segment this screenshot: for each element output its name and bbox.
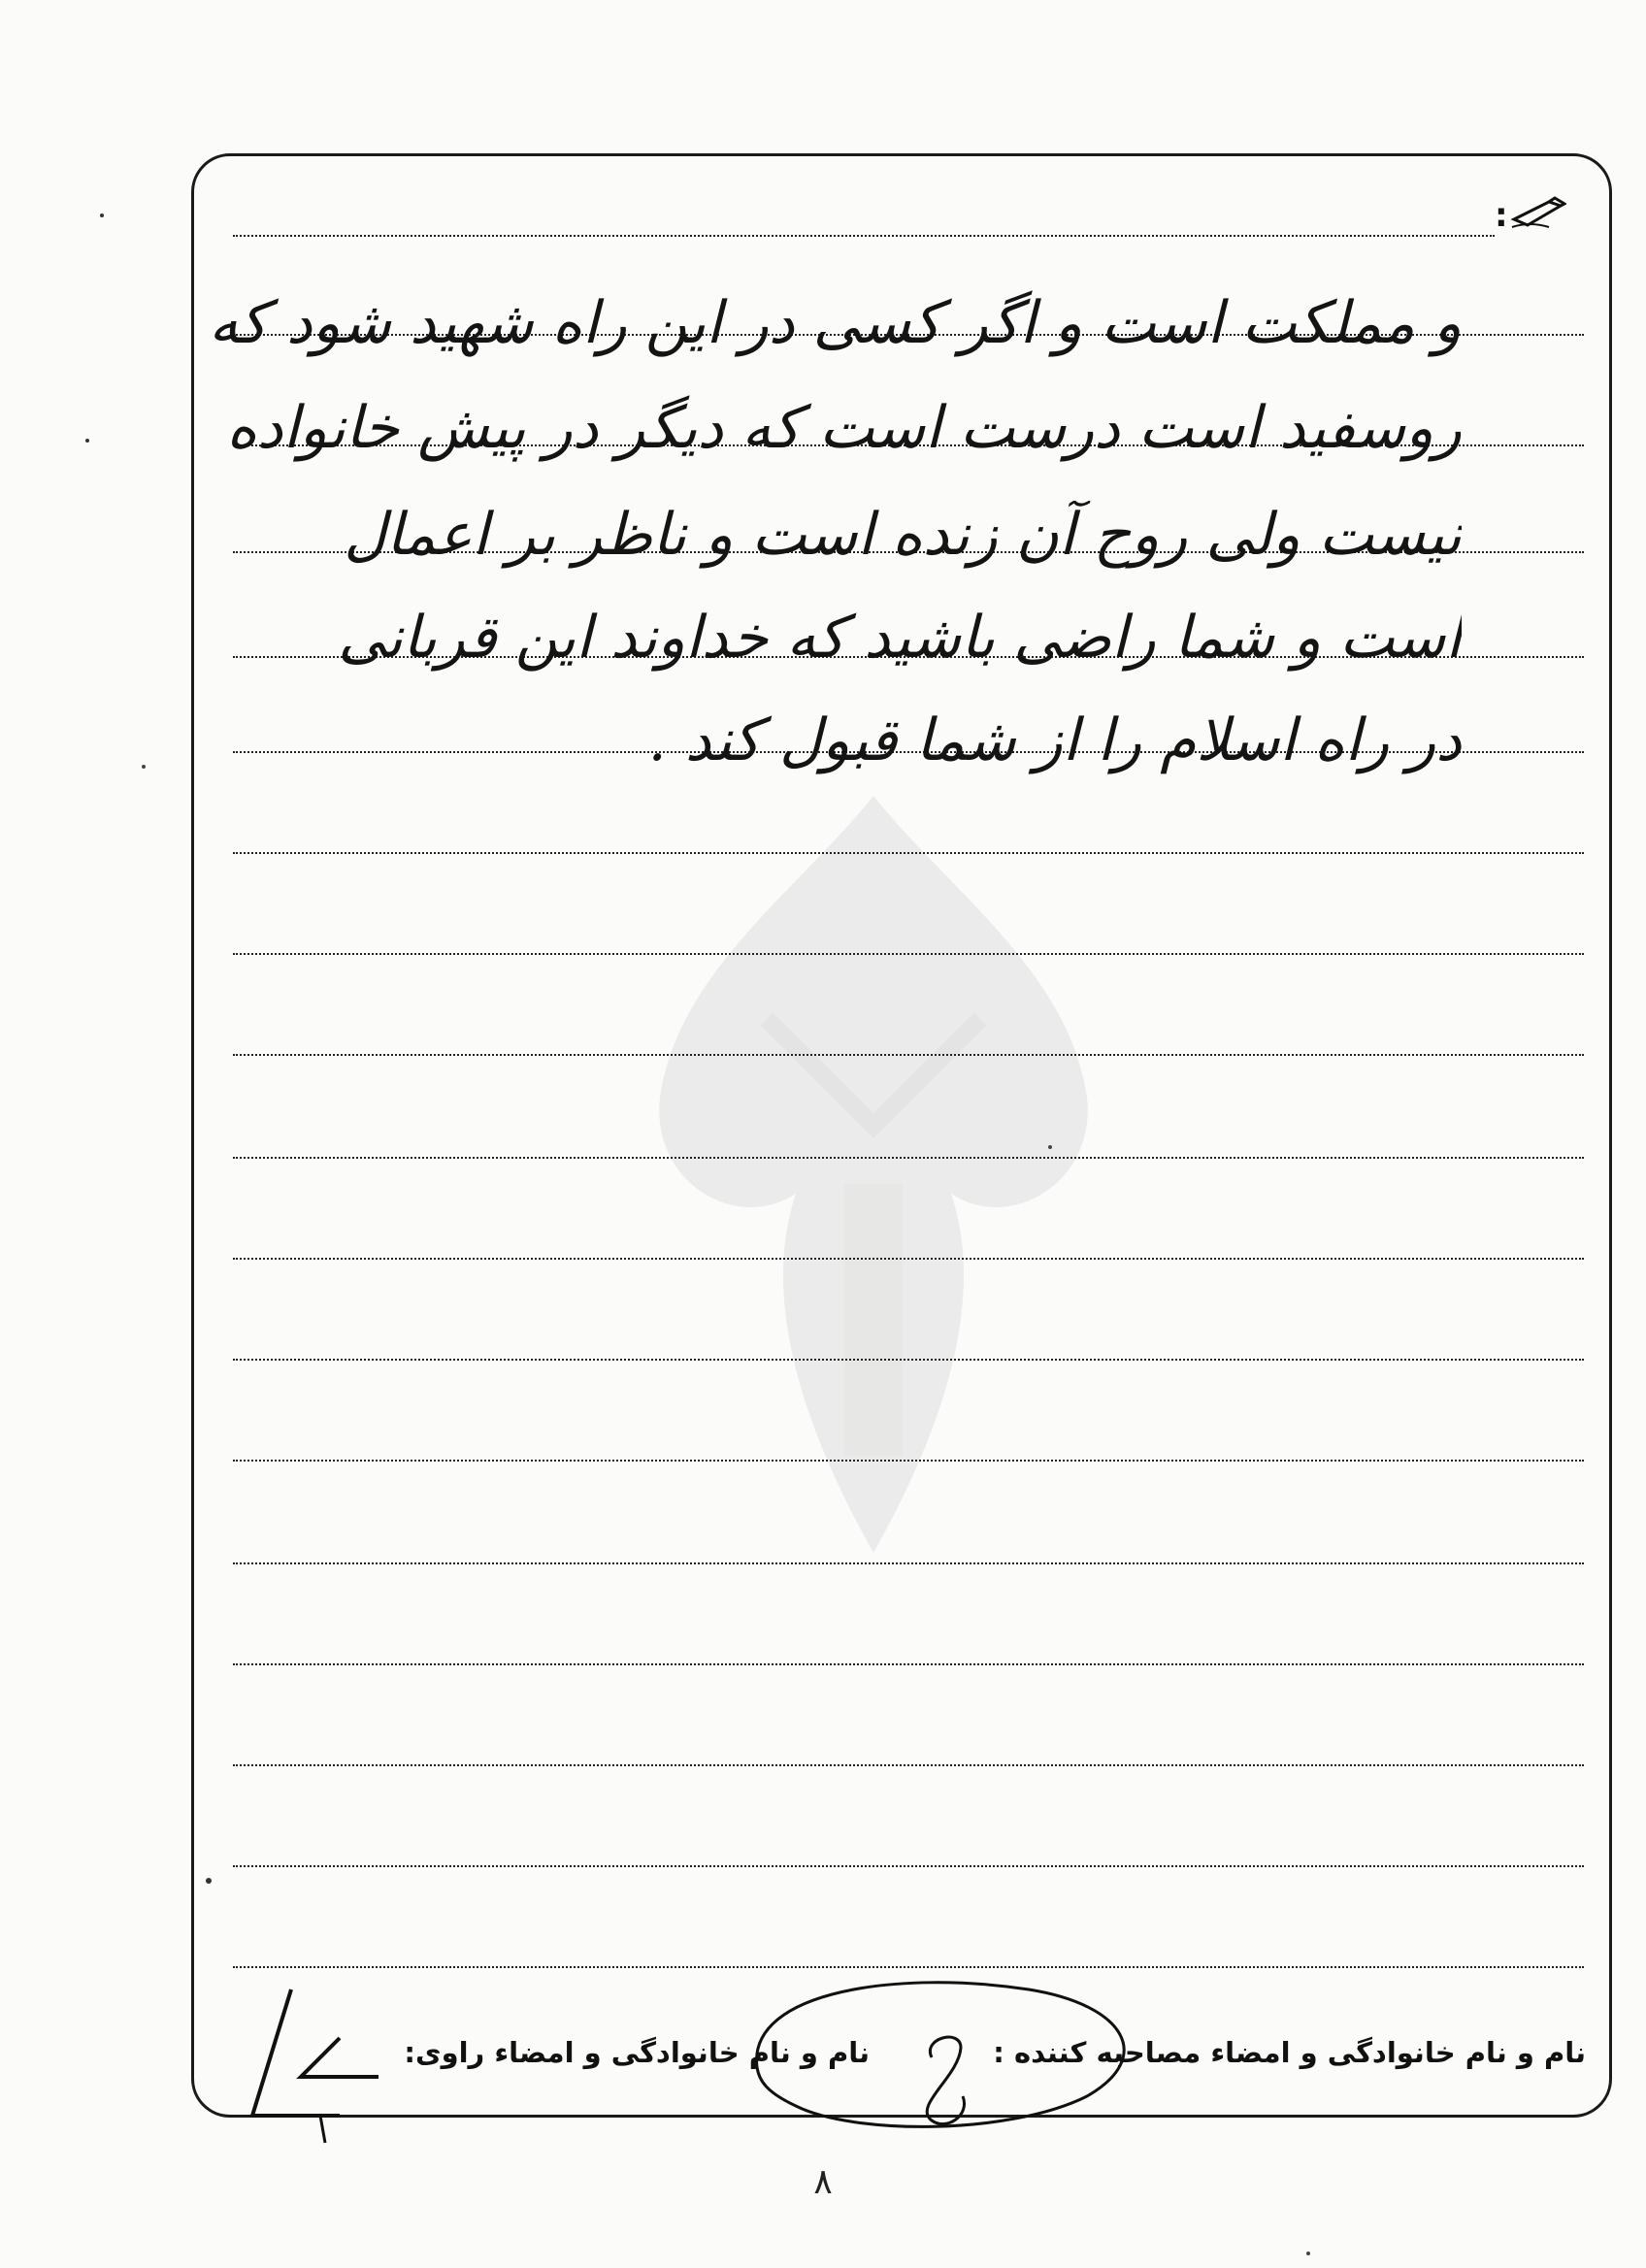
- interviewer-signature-label: نام و نام خانوادگی و امضاء مصاحبه کننده :: [993, 2036, 1586, 2069]
- prompt-colon: :: [1495, 196, 1508, 235]
- handwritten-line-2: روسفید است درست است که دیگر در پیش خانواده: [226, 394, 1462, 462]
- handwritten-line-5: در راه اسلام را از شما قبول کند .: [647, 707, 1462, 774]
- handwritten-line-4: است و شما راضی باشید که خداوند این قربانی: [338, 604, 1462, 672]
- page-number: ۸: [813, 2162, 833, 2202]
- handwritten-line-3: نیست ولی روح آن زنده است و ناظر بر اعمال: [344, 501, 1462, 569]
- narrator-signature-label: نام و نام خانوادگی و امضاء راوی:: [404, 2036, 870, 2069]
- handwritten-line-1: و مملکت است و اگر کسی در این راه شهید شود که: [209, 289, 1462, 357]
